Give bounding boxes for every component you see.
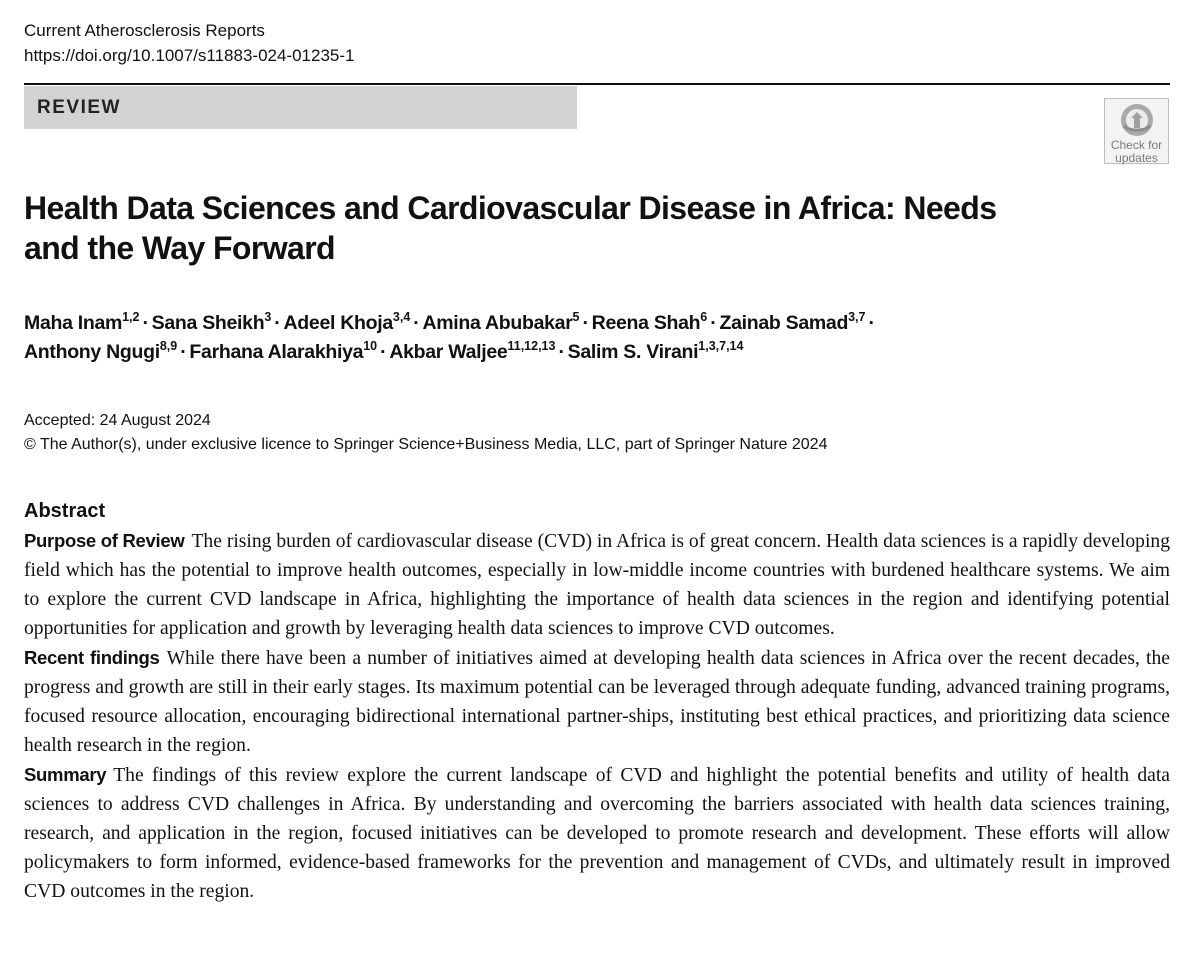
abstract-section-label: Summary xyxy=(24,764,107,785)
copyright-notice: © The Author(s), under exclusive licence to Springer Science+Business Media, LLC, part of Springer Nature 2024 xyxy=(24,436,828,453)
author-separator: · xyxy=(380,341,387,363)
author-name[interactable]: Adeel Khoja xyxy=(283,312,393,334)
abstract-section-label: Recent findings xyxy=(24,647,160,668)
check-for-updates-button[interactable] xyxy=(1104,98,1169,164)
title-line-2: and the Way Forward xyxy=(24,230,336,266)
abstract-section-text: While there have been a number of initiatives aimed at developing health data sciences in Africa over the recent decades, the progress and growth are still in their early stages. Its maximum potential can be leveraged through adequate funding, advanced training programs, focused resource allocation, encouraging bidirectional international partner-ships, instituting best ethical practices, and prioritizing data science health research in the region. xyxy=(24,648,1170,756)
author-name[interactable]: Farhana Alarakhiya xyxy=(189,341,364,363)
header-rule xyxy=(24,83,1170,85)
author-name[interactable]: Anthony Ngugi xyxy=(24,341,160,363)
author-name[interactable]: Sana Sheikh xyxy=(151,312,265,334)
author-separator: · xyxy=(558,341,565,363)
author-affiliation: 1,2 xyxy=(122,309,140,324)
check-for-updates-line2: updates xyxy=(1115,151,1158,165)
author-affiliation: 3,7 xyxy=(848,309,866,324)
author-name[interactable]: Akbar Waljee xyxy=(389,341,508,363)
author-affiliation: 10 xyxy=(363,338,378,353)
abstract-section-purpose xyxy=(24,526,1170,643)
abstract-section-text: The findings of this review explore the current landscape of CVD and highlight the potential benefits and utility of health data sciences to address CVD challenges in Africa. By understanding and overcoming the barriers associated with health data sciences training, research, and application in the region, focused initiatives can be developed to promote research and development. These efforts will allow policymakers to form informed, evidence-based frameworks for the prevention and management of CVDs, and ultimately result in improved CVD outcomes in the region. xyxy=(24,765,1170,902)
article-title xyxy=(24,188,1024,268)
author-separator: · xyxy=(710,312,717,334)
author-affiliation: 3 xyxy=(264,309,272,324)
author-affiliation: 6 xyxy=(700,309,708,324)
abstract-heading: Abstract xyxy=(24,500,106,522)
abstract-section-summary xyxy=(24,760,1170,906)
publication-meta xyxy=(24,409,827,457)
abstract-section-text: The rising burden of cardiovascular disease (CVD) in Africa is of great concern. Health data sciences is a rapidly developing field which has the potential to improve health outcomes, especially in low-middle income countries with burdened healthcare systems. We aim to explore the current CVD landscape in Africa, highlighting the importance of health data sciences in the region and identifying potential opportunities for application and growth by leveraging health data sciences to improve CVD outcomes. xyxy=(24,531,1170,639)
author-name[interactable]: Zainab Samad xyxy=(719,312,849,334)
journal-header xyxy=(24,18,355,68)
author-affiliation: 3,4 xyxy=(392,309,411,324)
abstract-section-label: Purpose of Review xyxy=(24,530,185,551)
author-name[interactable]: Salim S. Virani xyxy=(567,341,699,363)
accepted-date: Accepted: 24 August 2024 xyxy=(24,412,211,429)
title-line-1: Health Data Sciences and Cardiovascular Disease in Africa: Needs xyxy=(24,190,997,226)
author-name[interactable]: Amina Abubakar xyxy=(422,312,573,334)
article-type-banner: REVIEW xyxy=(24,86,577,129)
author-separator: · xyxy=(142,312,149,334)
author-separator: · xyxy=(274,312,281,334)
abstract-section-findings xyxy=(24,643,1170,760)
author-list xyxy=(24,309,1024,367)
check-for-updates-line1: Check for xyxy=(1110,138,1163,152)
author-affiliation: 1,3,7,14 xyxy=(698,338,744,353)
author-name[interactable]: Maha Inam xyxy=(24,312,123,334)
author-separator: · xyxy=(180,341,187,363)
author-affiliation: 5 xyxy=(572,309,580,324)
author-affiliation: 8,9 xyxy=(159,338,178,353)
author-name[interactable]: Reena Shah xyxy=(591,312,701,334)
author-separator: · xyxy=(868,312,875,334)
check-for-updates-icon xyxy=(1119,102,1155,138)
doi-link[interactable]: https://doi.org/10.1007/s11883-024-01235-1 xyxy=(24,46,355,65)
journal-name: Current Atherosclerosis Reports xyxy=(24,21,265,40)
author-affiliation: 11,12,13 xyxy=(507,338,556,353)
author-separator: · xyxy=(413,312,420,334)
author-separator: · xyxy=(582,312,589,334)
abstract-body xyxy=(24,526,1170,906)
